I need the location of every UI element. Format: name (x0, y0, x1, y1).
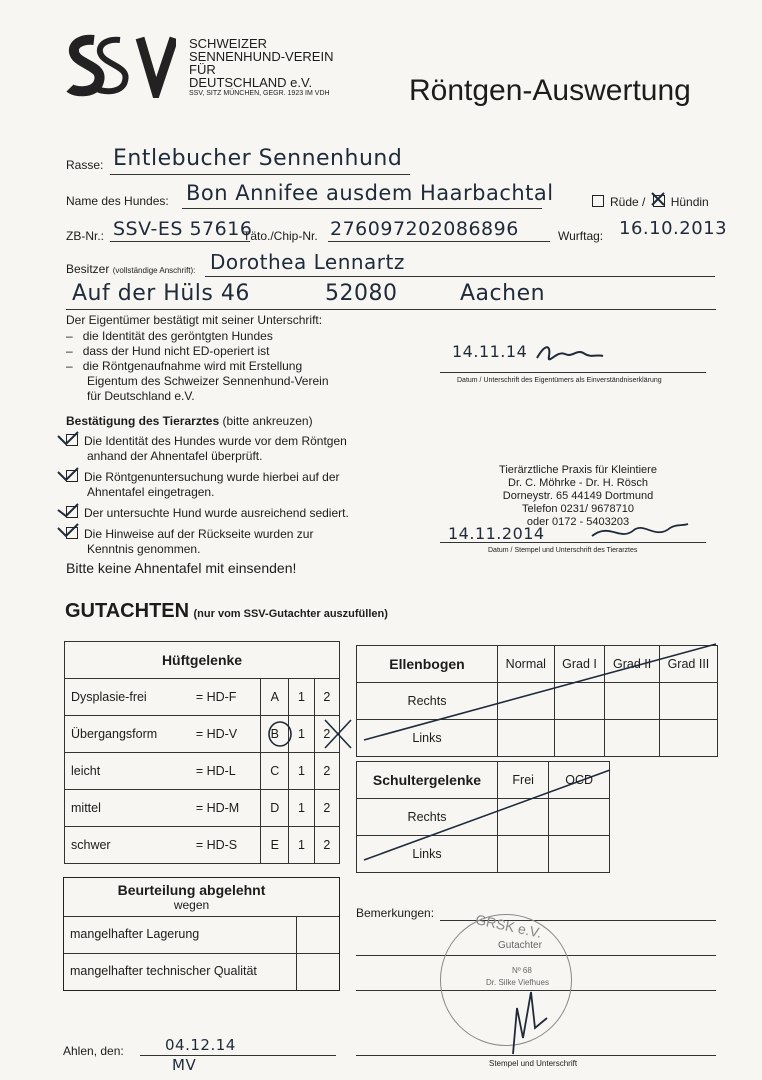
beurteilung-title: Beurteilung abgelehnt (117, 882, 266, 898)
vet-signature (590, 520, 690, 549)
hueft-n1[interactable]: 1 (289, 790, 314, 827)
org-line: DEUTSCHLAND e.V. (189, 75, 313, 90)
org-subline: SSV, SITZ MÜNCHEN, GEGR. 1923 IM VDH (189, 90, 330, 97)
vet-caption: Datum / Stempel und Unterschrift des Tierarztes (488, 547, 638, 554)
hueft-n1[interactable]: 1 (289, 679, 314, 716)
vet-item: Die Röntgenuntersuchung wurde hierbei auf der (84, 470, 340, 484)
hueft-name: Übergangsform (65, 716, 190, 753)
vet-item: anhand der Ahnentafel überprüft. (87, 449, 263, 463)
owner-sig-caption: Datum / Unterschrift des Eigentümers als Einverständniserklärung (457, 377, 662, 384)
hueft-code: = HD-F (190, 679, 261, 716)
table-row (65, 790, 340, 827)
hueft-title: Hüftgelenke (65, 642, 340, 679)
schulter-col: OCD (549, 762, 610, 799)
ellen-col: Grad I (554, 646, 605, 683)
rasse-label: Rasse: (66, 158, 104, 172)
huendin-checkbox[interactable] (653, 195, 665, 207)
vet-note: Bitte keine Ahnentafel mit einsenden! (66, 560, 297, 576)
hueft-name: schwer (65, 827, 190, 864)
document-title: Röntgen-Auswertung (409, 74, 691, 107)
beurteilung-box (63, 877, 340, 991)
gutachter-signature (505, 988, 555, 1058)
hueft-n2[interactable]: 2 (314, 679, 339, 716)
ruede-checkbox[interactable] (592, 195, 604, 207)
hueft-letter[interactable]: D (261, 790, 289, 827)
besitzer-value: Dorothea Lennartz (210, 250, 405, 274)
schulter-title: Schultergelenke (357, 762, 498, 799)
hueft-n1[interactable]: 1 (289, 827, 314, 864)
beurteilung-reason: mangelhafter Lagerung (70, 927, 200, 941)
vet-title: Bestätigung des Tierarztes (66, 414, 220, 428)
hueft-letter: B (270, 727, 279, 741)
huendin-label: Hündin (670, 195, 709, 209)
besitzer-sub: (vollständige Anschrift): (112, 266, 196, 275)
address-street: Auf der Hüls 46 (72, 281, 250, 306)
hueft-name: Dysplasie-frei (65, 679, 190, 716)
practice-line: Tierärztliche Praxis für Kleintiere (499, 464, 657, 476)
name-label: Name des Hundes: (66, 194, 169, 208)
beurteilung-sub: wegen (173, 898, 210, 912)
hueft-name: mittel (65, 790, 190, 827)
table-row (65, 827, 340, 864)
vet-title-sub: (bitte ankreuzen) (222, 414, 313, 428)
hueft-letter[interactable]: A (261, 679, 289, 716)
vet-item: Die Identität des Hundes wurde vor dem Röntgen (84, 434, 347, 448)
rasse-value: Entlebucher Sennenhund (113, 146, 403, 171)
hueft-n2[interactable]: 2 (314, 753, 339, 790)
stamp-name: Dr. Silke Viefhues (486, 978, 549, 987)
hueft-n2[interactable]: 2 (314, 790, 339, 827)
beurteilung-check[interactable] (296, 917, 339, 953)
org-line: SENNENHUND-VEREIN (189, 49, 334, 64)
ellen-row: Links (357, 720, 498, 757)
hueft-n1[interactable]: 1 (289, 753, 314, 790)
schulter-row: Rechts (357, 799, 498, 836)
stamp-inner: Gutachter (498, 940, 542, 951)
hueft-name: leicht (65, 753, 190, 790)
hueft-letter[interactable]: C (261, 753, 289, 790)
schulter-row: Links (357, 836, 498, 873)
ellen-col: Grad III (659, 646, 717, 683)
owner-item: Eigentum des Schweizer Sennenhund-Verein (87, 374, 329, 388)
ellen-col: Normal (498, 646, 555, 683)
place-initials: MV (172, 1056, 197, 1074)
ellen-strike-line (360, 640, 720, 750)
hueft-letter[interactable]: E (261, 827, 289, 864)
ellen-row: Rechts (357, 683, 498, 720)
stamp-caption: Stempel und Unterschrift (489, 1059, 578, 1068)
org-line: SCHWEIZER (189, 36, 267, 51)
schulter-strike-line (360, 766, 614, 866)
vet-checkmarks (54, 430, 84, 550)
owner-item: – die Röntgenaufnahme wird mit Erstellung (66, 359, 303, 373)
place-date: 04.12.14 (165, 1036, 236, 1054)
zb-value: SSV-ES 57616 (113, 218, 253, 240)
besitzer-label: Besitzer (66, 262, 110, 276)
practice-line: Telefon 0231/ 9678710 (522, 503, 634, 515)
hueft-n2: 2 (323, 727, 331, 741)
hueft-code: = HD-V (190, 716, 261, 753)
table-row (65, 753, 340, 790)
hueft-code: = HD-M (190, 790, 261, 827)
vet-item: Der untersuchte Hund wurde ausreichend sediert. (84, 506, 349, 520)
address-zip: 52080 (325, 281, 398, 306)
table-row (65, 679, 340, 716)
wurftag-value: 16.10.2013 (619, 218, 728, 239)
practice-line: Dr. C. Möhrke - Dr. H. Rösch (508, 477, 648, 489)
chip-label: Täto./Chip-Nr. (243, 229, 318, 243)
hueft-n1[interactable]: 1 (289, 716, 314, 753)
ellen-col: Grad II (605, 646, 659, 683)
stamp-no: Nº 68 (512, 966, 532, 975)
hueft-n2[interactable]: 2 (314, 827, 339, 864)
hueft-table (64, 641, 340, 864)
address-city: Aachen (460, 281, 546, 306)
ssv-logo (64, 34, 176, 98)
hueft-n2-crossed[interactable] (314, 716, 339, 753)
ruede-label: Rüde / (610, 195, 646, 209)
bemerkungen-label: Bemerkungen: (356, 906, 435, 920)
hueft-code: = HD-L (190, 753, 261, 790)
wurftag-label: Wurftag: (558, 229, 604, 243)
practice-line: oder 0172 - 5403203 (526, 516, 630, 528)
org-line: FÜR (189, 62, 216, 77)
name-value: Bon Annifee ausdem Haarbachtal (186, 181, 554, 205)
gutachten-title: GUTACHTEN (65, 600, 190, 622)
chip-value: 276097202086896 (330, 218, 519, 240)
owner-sig-date: 14.11.14 (452, 342, 528, 361)
owner-item: – die Identität des geröntgten Hundes (66, 329, 273, 343)
ellen-title: Ellenbogen (357, 646, 498, 683)
vet-item: Ahnentafel eingetragen. (87, 485, 215, 499)
hueft-letter-circled[interactable] (261, 716, 289, 753)
stamp-text: GRSK e.V. (474, 911, 544, 941)
owner-item: für Deutschland e.V. (87, 389, 195, 403)
gutachten-subtitle: (nur vom SSV-Gutachter auszufüllen) (193, 608, 388, 620)
table-row (65, 716, 340, 753)
beurteilung-check[interactable] (296, 954, 339, 990)
place-label: Ahlen, den: (63, 1044, 124, 1058)
owner-intro: Der Eigentümer bestätigt mit seiner Unterschrift: (66, 313, 323, 327)
vet-item: Kenntnis genommen. (87, 542, 201, 556)
owner-item: – dass der Hund nicht ED-operiert ist (66, 344, 270, 358)
vet-date: 14.11.2014 (448, 524, 545, 543)
beurteilung-reason: mangelhafter technischer Qualität (70, 964, 257, 978)
practice-line: Dorneystr. 65 44149 Dortmund (502, 490, 654, 502)
hueft-code: = HD-S (190, 827, 261, 864)
schulter-col: Frei (498, 762, 549, 799)
owner-signature (535, 340, 605, 375)
vet-item: Die Hinweise auf der Rückseite wurden zur (84, 527, 314, 541)
zb-label: ZB-Nr.: (66, 229, 104, 243)
